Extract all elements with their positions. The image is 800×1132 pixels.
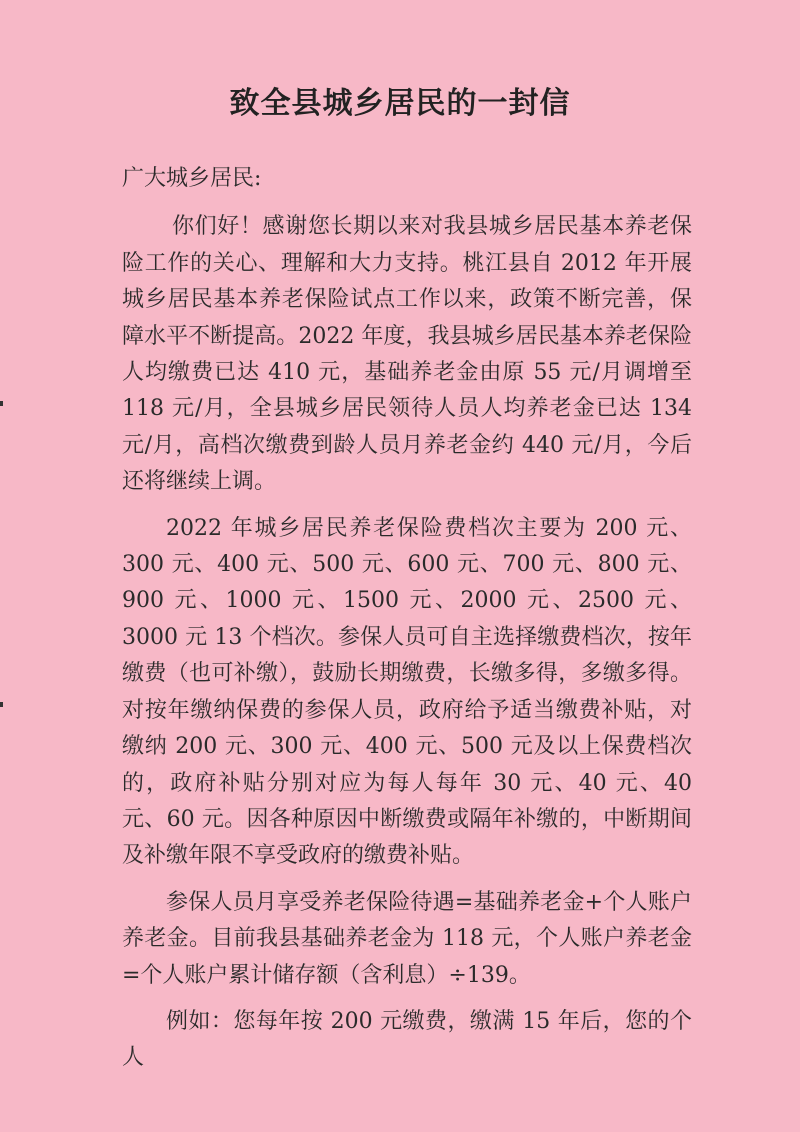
paragraph-example: 例如：您每年按 200 元缴费，缴满 15 年后，您的个人 (122, 1008, 692, 1071)
letter-title: 致全县城乡居民的一封信 (229, 86, 571, 121)
salutation: 广大城乡居民: (122, 166, 262, 191)
paragraph-payment-tiers: 2022 年城乡居民养老保险费档次主要为 200 元、300 元、400 元、500 元、600 元、700 元、800 元、900 元、1000 元、1500 元、2000 元、2500 元、3000 元 13 个档次。参保人员可自主选择缴费档次，按年缴费（也可补缴），鼓励长期缴费，长缴多得，多缴多得。对按年缴纳保费的参保人员，政府给予适当缴费补贴，对缴纳 200 元、300 元、400 元、500 元及以上保费档次的，政府补贴分别对应为每人每年 30 元、40 元、40 元、60 元。因各种原因中断缴费或隔年补缴的，中断期间及补缴年限不享受政府的缴费补贴。 (122, 515, 692, 869)
paragraph-greeting: 你们好！感谢您长期以来对我县城乡居民基本养老保险工作的关心、理解和大力支持。桃江县自 2012 年开展城乡居民基本养老保险试点工作以来，政策不断完善，保障水平不断提高。2022 年度，我县城乡居民基本养老保险人均缴费已达 410 元，基础养老金由原 55 元/月调增至 118 元/月，全县城乡居民领待人员人均养老金已达 134 元/月，高档次缴费到龄人员月养老金约 440 元/月，今后还将继续上调。 (122, 214, 692, 495)
letter-body (122, 161, 692, 1087)
paragraph-benefit-formula: 参保人员月享受养老保险待遇=基础养老金+个人账户养老金。目前我县基础养老金为 118 元，个人账户养老金=个人账户累计储存额（含利息）÷139。 (122, 889, 692, 988)
scan-mark (0, 401, 3, 406)
scan-mark (0, 702, 3, 707)
